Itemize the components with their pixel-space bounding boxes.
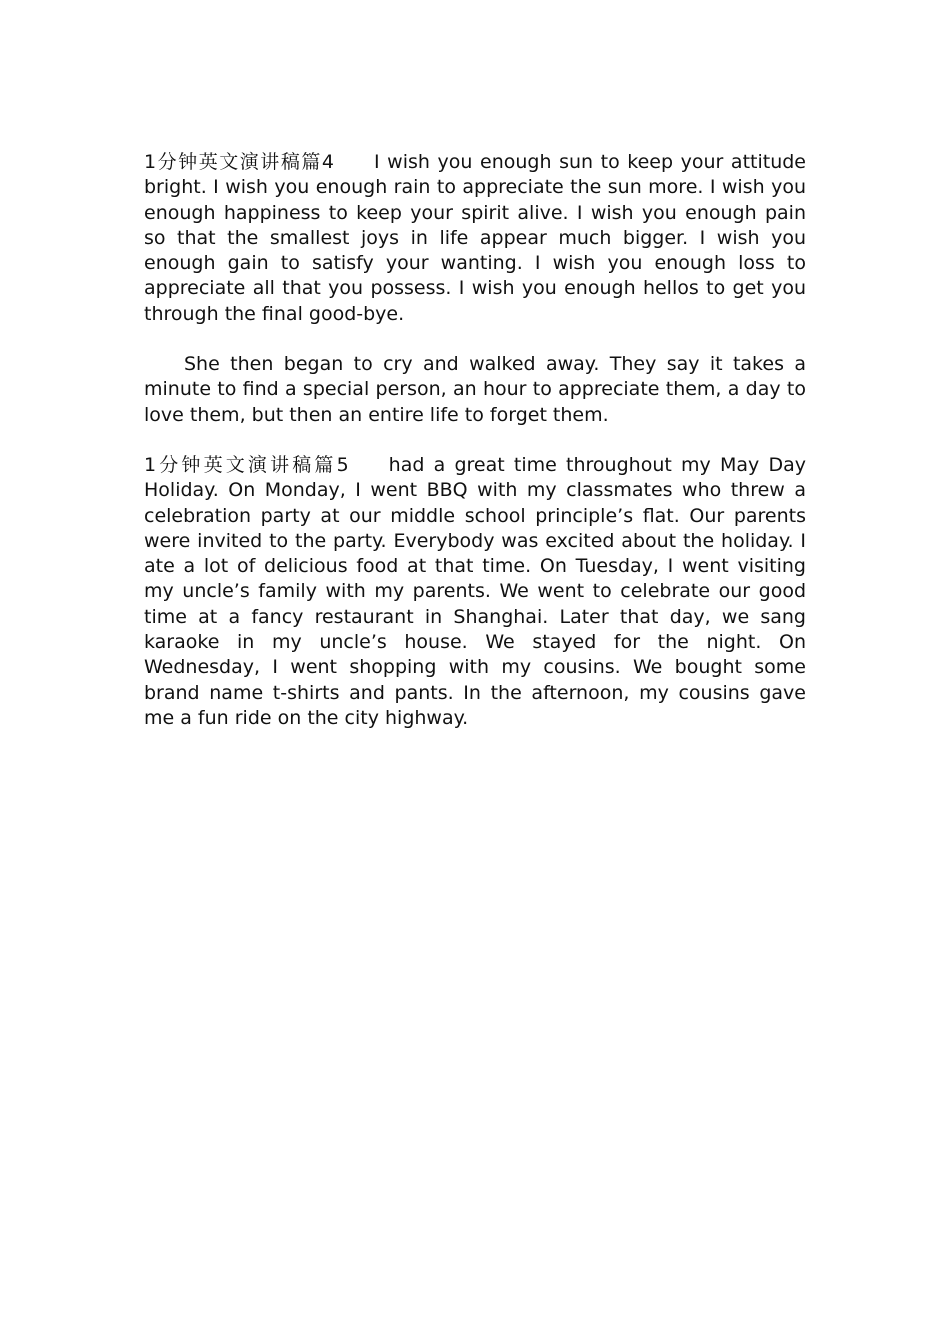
speech-paragraph-continuation: She then began to cry and walked away. They say it takes a minute to find a special person, an hour to appreciate them, a day to love them, but then an entire life to forget them. [144, 353, 806, 426]
speech-paragraph-5 [144, 453, 806, 731]
speech-text-4: I wish you enough sun to keep your attitude bright. I wish you enough rain to appreciate the sun more. I wish you enough happiness to keep your spirit alive. I wish you enough pain so that the smallest joys in life appear much bigger. I wish you enough gain to satisfy your wanting. I wish you enough loss to appreciate all that you possess. I wish you enough hellos to get you through the final good-bye. [144, 151, 806, 325]
speech-paragraph-4 [144, 150, 806, 327]
speech-text-5: had a great time throughout my May Day Holiday. On Monday, I went BBQ with my classmates who threw a celebration party at our middle school principle’s flat. Our parents were invited to the party. Everybody was excited about the holiday. I ate a lot of delicious food at that time. On Tuesday, I went visiting my uncle’s family with my parents. We went to celebrate our good time at a fancy restaurant in Shanghai. Later that day, we sang karaoke in my uncle’s house. We stayed for the night. On Wednesday, I went shopping with my cousins. We bought some brand name t-shirts and pants. In the afternoon, my cousins gave me a fun ride on the city highway. [144, 453, 806, 729]
speech-heading-5: 1分钟英文演讲稿篇5 [144, 453, 349, 476]
speech-heading-4: 1分钟英文演讲稿篇4 [144, 151, 334, 173]
document-body [144, 150, 806, 756]
